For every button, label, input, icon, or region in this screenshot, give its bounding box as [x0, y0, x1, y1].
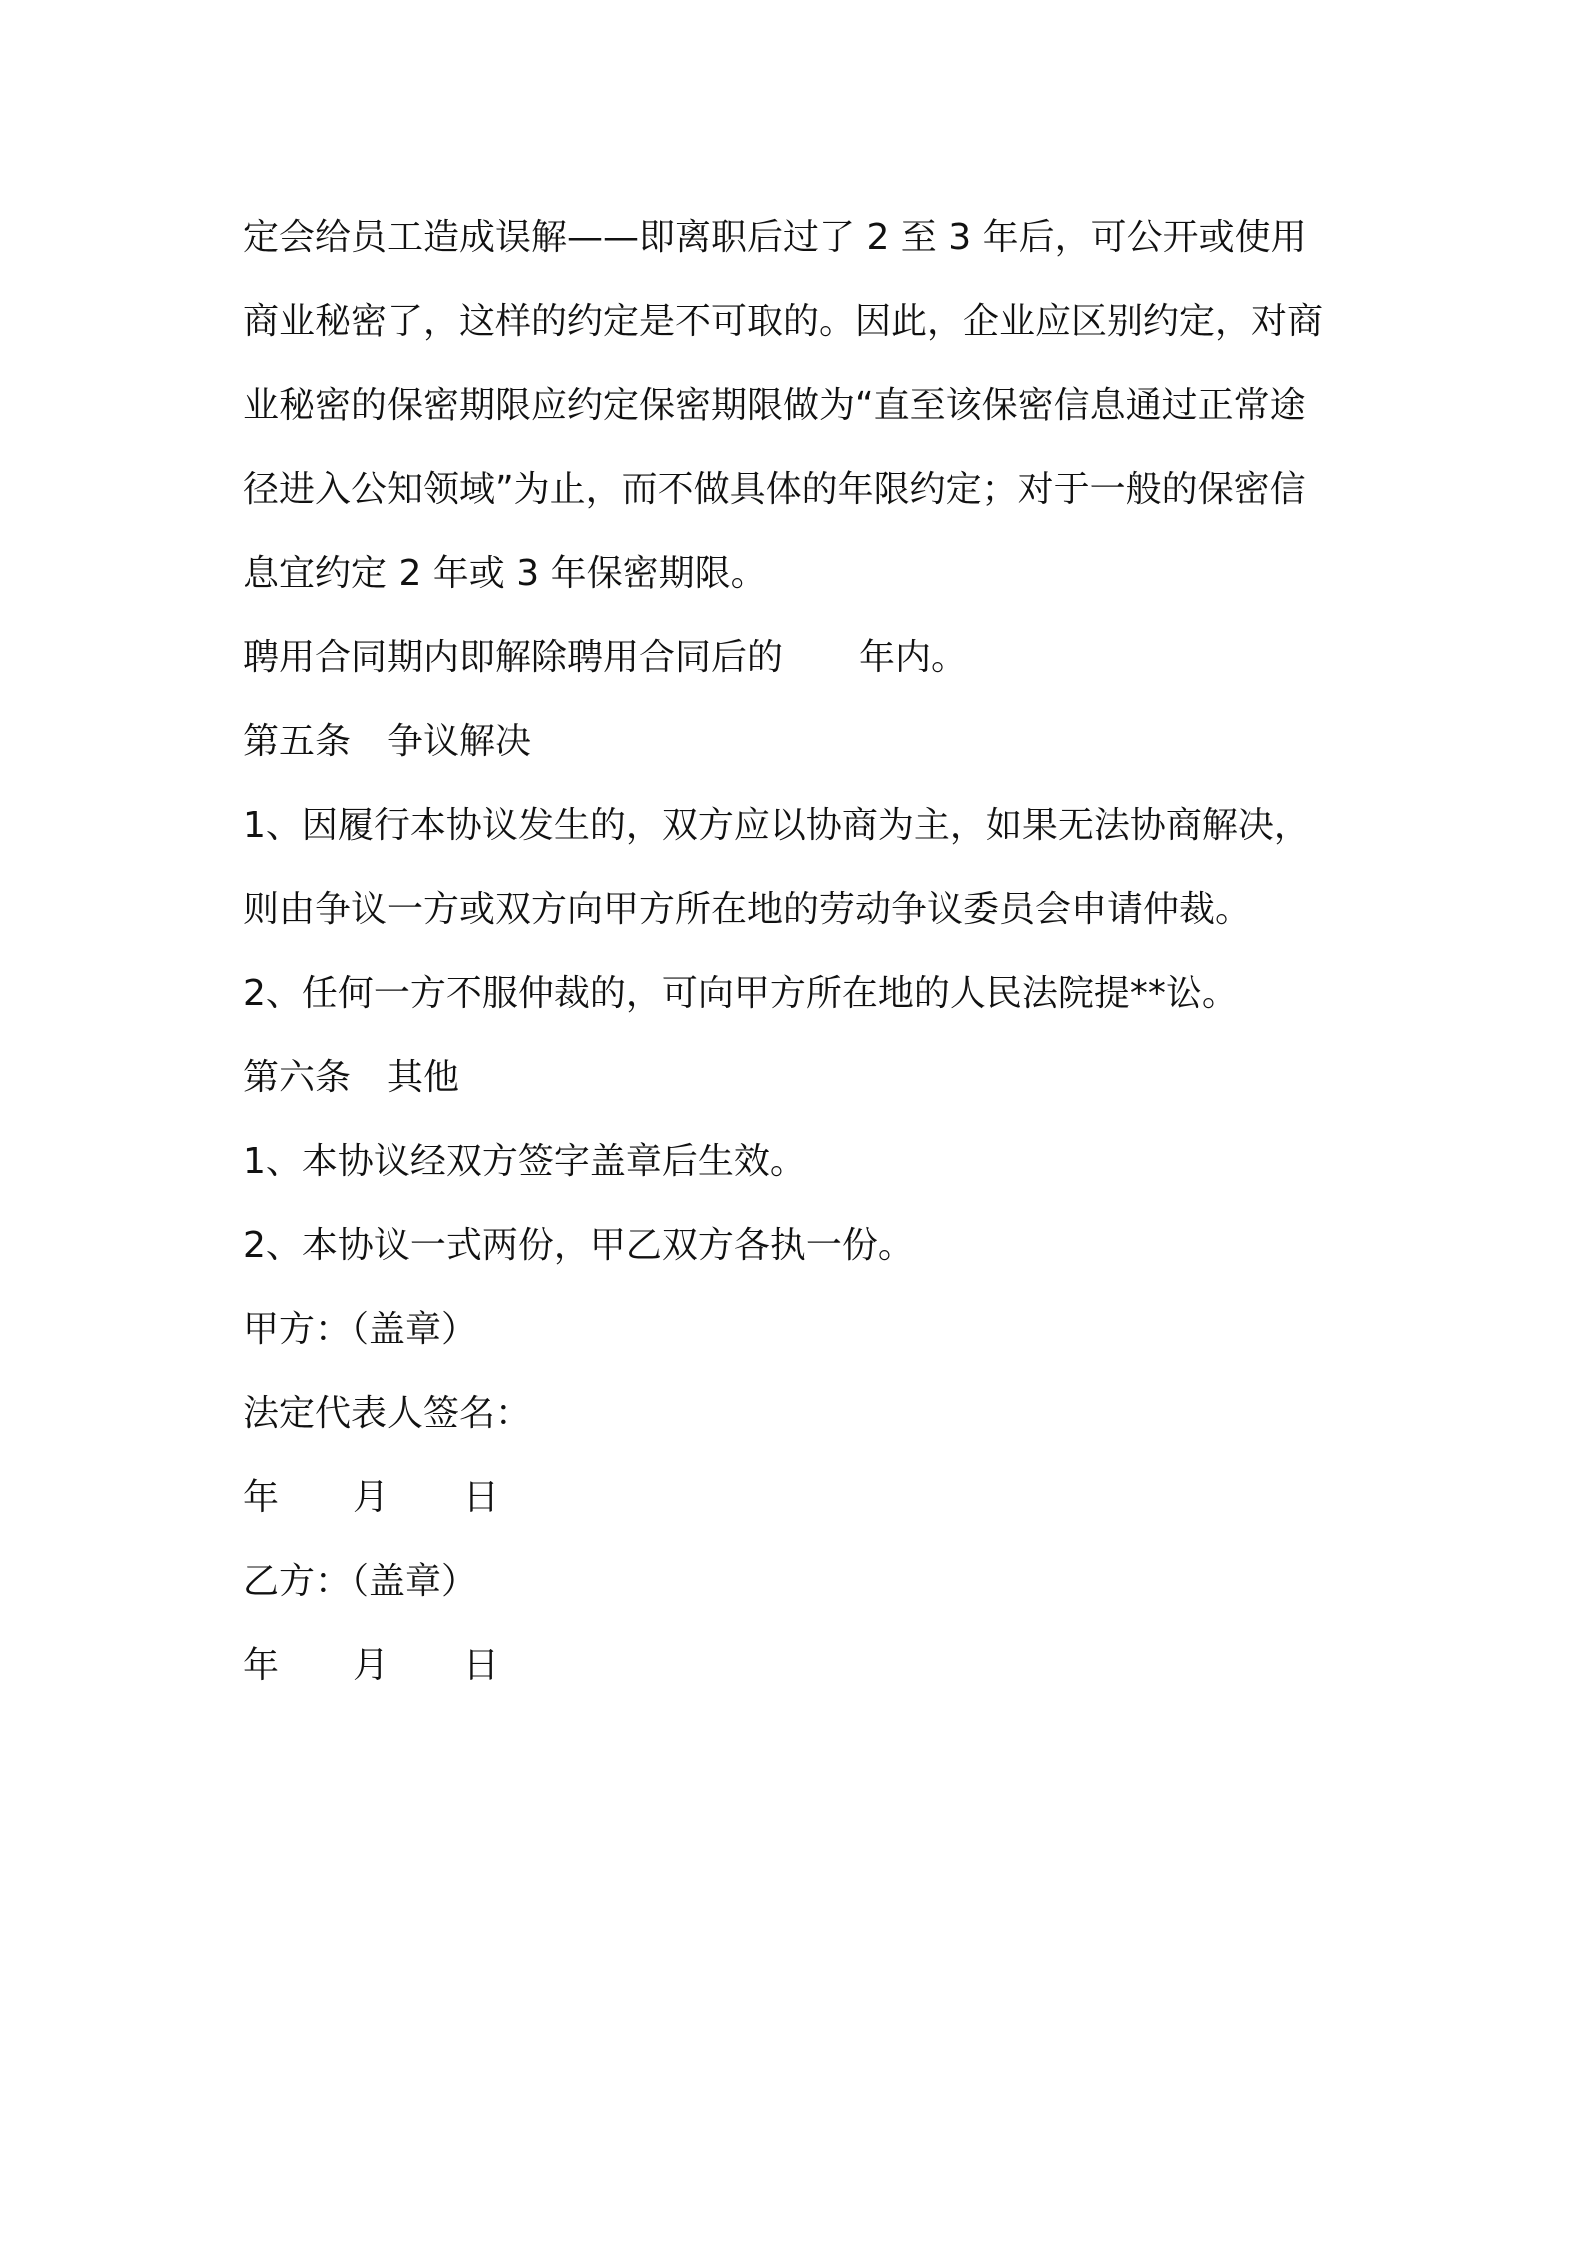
intro-line-2: 商业秘密了，这样的约定是不可取的。因此，企业应区别约定，对商 [243, 301, 1324, 342]
article-6-title: 其他 [387, 1057, 460, 1098]
article-6-clause-1: 1、本协议经双方签字盖章后生效。 [243, 1141, 806, 1182]
term-line [243, 616, 1363, 700]
article-6-heading [243, 1036, 1363, 1120]
party-a-date [243, 1456, 1363, 1540]
date-year: 年 [243, 1645, 280, 1686]
article-5-clause-2: 2、任何一方不服仲裁的，可向甲方所在地的人民法院提**讼。 [243, 973, 1238, 1014]
document-body [243, 196, 1363, 1708]
intro-line-3: 业秘密的保密期限应约定保密期限做为“直至该保密信息通过正常途 [243, 385, 1306, 426]
article-5-number: 第五条 [243, 721, 352, 762]
legal-rep-signature: 法定代表人签名： [243, 1393, 532, 1434]
party-a-seal: 甲方：（盖章） [243, 1309, 478, 1350]
intro-line-4: 径进入公知领域”为止，而不做具体的年限约定；对于一般的保密信 [243, 469, 1306, 510]
party-b-date [243, 1624, 1363, 1708]
intro-line-5: 息宜约定 2 年或 3 年保密期限。 [243, 553, 767, 594]
term-line-after: 年内。 [859, 637, 968, 678]
article-6-number: 第六条 [243, 1057, 352, 1098]
term-line-before: 聘用合同期内即解除聘用合同后的 [243, 637, 784, 678]
intro-line-1: 定会给员工造成误解——即离职后过了 2 至 3 年后，可公开或使用 [243, 217, 1307, 258]
date-day: 日 [463, 1477, 500, 1518]
date-month: 月 [353, 1477, 390, 1518]
article-5-clause-1a: 1、因履行本协议发生的，双方应以协商为主，如果无法协商解决， [243, 805, 1310, 846]
article-5-heading [243, 700, 1363, 784]
article-6-clause-2: 2、本协议一式两份，甲乙双方各执一份。 [243, 1225, 914, 1266]
article-5-title: 争议解决 [387, 721, 532, 762]
date-year: 年 [243, 1477, 280, 1518]
date-month: 月 [353, 1645, 390, 1686]
date-day: 日 [463, 1645, 500, 1686]
party-b-seal: 乙方：（盖章） [243, 1561, 478, 1602]
article-5-clause-1b: 则由争议一方或双方向甲方所在地的劳动争议委员会申请仲裁。 [243, 889, 1252, 930]
